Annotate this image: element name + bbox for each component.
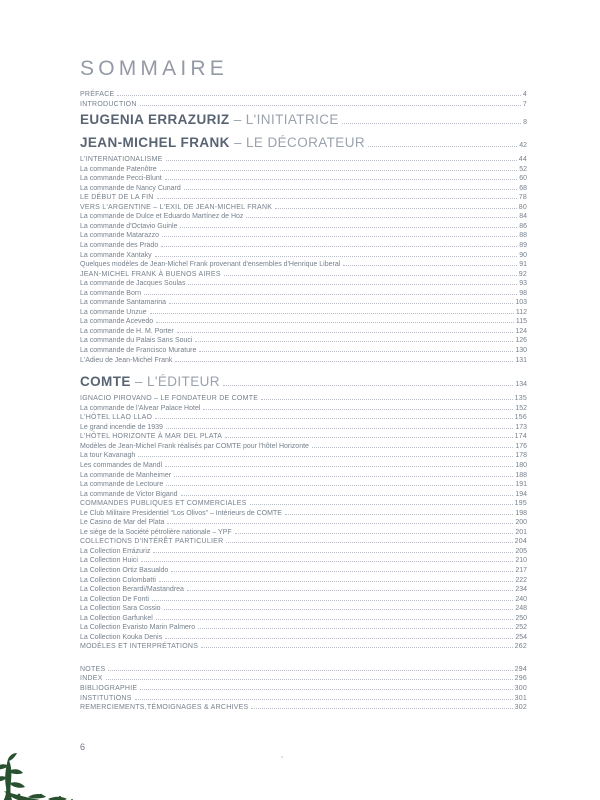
toc-page-number: 115 [515, 318, 527, 326]
toc-page-number: 84 [519, 213, 527, 221]
toc-entry-label [80, 374, 220, 389]
dot-leader [144, 294, 517, 295]
dot-leader [141, 561, 513, 562]
toc-entry-label: IGNACIO PIROVANO – LE FONDATEUR DE COMTE [80, 395, 259, 403]
toc-heading-bold-text: COMTE [80, 374, 131, 390]
toc-entry-label: La commande de H. M. Porter [80, 327, 174, 335]
toc-entry-label: L'Adieu de Jean-Michel Frank [80, 356, 173, 364]
toc-entry-row [80, 519, 527, 529]
toc-entry-label: La commande Matarazzo [80, 232, 159, 240]
toc-page-number: 191 [515, 481, 527, 489]
toc-list [80, 91, 527, 714]
toc-entry-label: La Collection Kouka Denis [80, 633, 163, 641]
toc-page-number: 134 [515, 381, 527, 389]
toc-page-number: 103 [515, 299, 527, 307]
dot-leader [246, 217, 517, 218]
dot-leader [138, 456, 513, 457]
toc-entry-row [80, 424, 527, 434]
toc-entry-label: La commande Unzue [80, 308, 147, 316]
dot-leader [161, 246, 517, 247]
toc-entry-row [80, 695, 527, 705]
toc-entry-row [80, 405, 527, 415]
toc-entry-row [80, 685, 527, 695]
toc-entry-label: La Collection De Fonti [80, 595, 149, 603]
toc-entry-label: La Collection Ortiz Basualdo [80, 566, 169, 574]
toc-entry-row [80, 213, 527, 223]
toc-entry-row [80, 395, 527, 405]
dot-leader [199, 351, 513, 352]
dot-leader [169, 303, 513, 304]
dot-leader [201, 647, 512, 648]
toc-entry-row [80, 596, 527, 606]
toc-page-number: 250 [515, 614, 527, 622]
toc-entry-row [80, 605, 527, 615]
toc-entry-row [80, 567, 527, 577]
toc-page-number: 201 [515, 528, 527, 536]
toc-heading-light-text: – L'ÉDITEUR [130, 374, 220, 390]
toc-entry-label: Le Casino de Mar del Plata [80, 519, 165, 527]
dot-leader [195, 341, 513, 342]
toc-entry-row [80, 577, 527, 587]
toc-page-number: 152 [515, 404, 527, 412]
toc-entry-label: La commande Born [80, 289, 142, 297]
toc-entry-row [80, 328, 527, 338]
dot-leader [165, 466, 513, 467]
dot-leader [166, 485, 513, 486]
dot-leader [261, 399, 512, 400]
toc-entry-label: La commande de Nancy Cunard [80, 184, 181, 192]
toc-heading-light-text: – LE DÉCORATEUR [229, 135, 365, 151]
toc-entry-row [80, 500, 527, 510]
toc-entry-label: La commande d'Octavio Guinle [80, 222, 178, 230]
toc-page-number: 188 [515, 471, 527, 479]
toc-entry-row [80, 433, 527, 443]
toc-page-number: 112 [515, 308, 527, 316]
dot-leader [181, 495, 514, 496]
toc-page-number: 126 [515, 337, 527, 345]
folio-page-number: 6 [80, 742, 86, 752]
toc-entry-row [80, 538, 527, 548]
toc-entry-label: La commande Santamarina [80, 299, 166, 307]
toc-page-number: 135 [514, 395, 527, 403]
dot-leader [162, 236, 517, 237]
dot-leader [184, 189, 517, 190]
dot-leader [164, 609, 514, 610]
toc-page-number: 90 [519, 251, 527, 259]
dot-leader [150, 313, 514, 314]
toc-entry-row [80, 357, 527, 367]
table-of-contents [80, 57, 527, 714]
toc-page-number: 198 [515, 509, 527, 517]
toc-entry-label: La commande Pecci-Blunt [80, 175, 162, 183]
toc-entry-row [80, 414, 527, 424]
toc-entry-label: La commande Patenôtre [80, 165, 157, 173]
dot-leader [159, 581, 513, 582]
toc-page-number: 194 [515, 490, 527, 498]
dot-leader [153, 552, 513, 553]
toc-page-number: 89 [519, 242, 527, 250]
dot-leader [165, 638, 513, 639]
toc-heading-bold-text: JEAN-MICHEL FRANK [80, 135, 230, 151]
toc-entry-row [80, 481, 527, 491]
dot-leader [223, 385, 513, 386]
dot-leader [152, 600, 513, 601]
toc-entry-row [80, 548, 527, 558]
toc-page-number: 88 [519, 232, 527, 240]
toc-entry-label: La commande de Jacques Soulas [80, 280, 186, 288]
toc-entry-label: PRÉFACE [80, 91, 115, 98]
toc-entry-row [80, 242, 527, 252]
toc-entry-label: La commande de l'Alvear Palace Hotel [80, 404, 201, 412]
toc-entry-row [80, 223, 527, 233]
toc-entry-label: La Collection Evaristo Marin Palmero [80, 624, 196, 632]
dot-leader [174, 476, 513, 477]
toc-entry-label: La commande du Palais Sans Souci [80, 337, 193, 345]
dot-leader [155, 256, 518, 257]
toc-page-number: 68 [519, 184, 527, 192]
toc-entry-label: LE DÉBUT DE LA FIN [80, 194, 154, 202]
toc-page-number: 86 [519, 222, 527, 230]
toc-entry-row [80, 261, 527, 271]
toc-entry-row [80, 91, 527, 101]
dot-leader [187, 590, 513, 591]
toc-entry-row [80, 472, 527, 482]
stray-dot-mark [281, 756, 283, 758]
toc-entry-label [80, 112, 339, 127]
toc-entry-row [80, 309, 527, 319]
toc-entry-label: La commande de Dulce et Eduardo Martínez de Hoz [80, 213, 244, 221]
toc-page-number: 252 [515, 624, 527, 632]
toc-page-number: 296 [514, 675, 527, 683]
toc-page-number: 300 [514, 684, 527, 692]
toc-page-number: 222 [515, 576, 527, 584]
dot-leader [188, 284, 517, 285]
toc-entry-row [80, 624, 527, 634]
toc-page-number: 240 [515, 595, 527, 603]
dot-leader [171, 571, 513, 572]
toc-page-number: 156 [514, 414, 527, 422]
toc-page-number: 60 [519, 175, 527, 183]
toc-entry-label: La Collection Berardi/Mastandrea [80, 586, 184, 594]
toc-entry-label: La commande de Victor Bigand [80, 490, 178, 498]
toc-entry-label: VERS L'ARGENTINE – L'EXIL DE JEAN-MICHEL FRANK [80, 203, 273, 211]
dot-leader [235, 533, 514, 534]
toc-entry-row [80, 337, 527, 347]
toc-heading-bold-text: EUGENIA ERRAZURIZ [80, 112, 230, 128]
dot-leader [160, 170, 518, 171]
toc-page-number: 200 [515, 519, 527, 527]
toc-page-number: 294 [514, 665, 527, 673]
toc-heading-light-text: – L'INITIATRICE [229, 112, 339, 128]
dot-leader [155, 418, 512, 419]
toc-entry-row [80, 204, 527, 214]
dot-leader [285, 514, 513, 515]
toc-page-number: 205 [515, 547, 527, 555]
toc-entry-label: L'HÔTEL HORIZONTE À MAR DEL PLATA [80, 433, 223, 441]
toc-page-number: 234 [515, 586, 527, 594]
toc-entry-label: Quelques modèles de Jean-Michel Frank provenant d'ensembles d'Henrique Liberal [80, 261, 341, 269]
toc-entry-label: Modèles de Jean-Michel Frank réalisés par COMTE pour l'hôtel Horizonte [80, 442, 309, 450]
page-title: SOMMAIRE [80, 57, 228, 80]
toc-page-number: 78 [518, 194, 527, 202]
toc-entry-row [80, 280, 527, 290]
dot-leader [167, 523, 513, 524]
toc-heading-row [80, 110, 527, 133]
toc-page-number: 301 [514, 694, 527, 702]
toc-entry-row [80, 615, 527, 625]
toc-page-number: 8 [523, 119, 527, 127]
dot-leader [251, 708, 512, 709]
toc-entry-label: La Collection Colombatti [80, 576, 156, 584]
toc-entry-row [80, 557, 527, 567]
botanical-ornament-icon [0, 751, 86, 800]
dot-leader [135, 699, 513, 700]
toc-entry-label: Le siège de la Société pétrolière nationale – YPF [80, 528, 232, 536]
toc-entry-row [80, 666, 527, 676]
toc-page-number: 52 [519, 165, 527, 173]
dot-leader [166, 428, 513, 429]
toc-entry-label: La Collection Sara Cossio [80, 605, 161, 613]
toc-page-number: 91 [519, 261, 527, 269]
toc-entry-label: L'HÔTEL LLAO LLAO [80, 414, 153, 422]
toc-entry-label: Le grand incendie de 1939 [80, 423, 163, 431]
toc-page-number: 7 [522, 100, 527, 108]
toc-page-number: 4 [522, 91, 527, 98]
toc-page-number: 42 [519, 142, 527, 150]
toc-page-number: 174 [514, 433, 527, 441]
toc-entry-row [80, 156, 527, 166]
toc-entry-label: INTRODUCTION [80, 100, 137, 108]
toc-entry-row [80, 704, 527, 714]
toc-page-number: 180 [515, 461, 527, 469]
toc-entry-label: La commande des Prado [80, 242, 159, 250]
dot-leader [275, 208, 517, 209]
toc-page-number: 44 [518, 156, 527, 164]
toc-page-number: 210 [515, 557, 527, 565]
toc-entry-row [80, 643, 527, 653]
dot-leader [368, 146, 517, 147]
toc-entry-label: INDEX [80, 675, 103, 683]
dot-leader [106, 679, 513, 680]
toc-entry-label [80, 135, 365, 150]
toc-entry-row [80, 318, 527, 328]
toc-entry-row [80, 586, 527, 596]
toc-entry-row [80, 510, 527, 520]
dot-leader [117, 95, 520, 96]
toc-entry-row [80, 443, 527, 453]
toc-entry-label: La Collection Garfunkel [80, 614, 153, 622]
toc-page-number: 173 [515, 423, 527, 431]
toc-entry-label: INSTITUTIONS [80, 694, 132, 702]
toc-entry-row [80, 166, 527, 176]
dot-leader [203, 409, 513, 410]
toc-page-number: 131 [515, 356, 527, 364]
toc-entry-row [80, 175, 527, 185]
toc-heading-row [80, 133, 527, 156]
toc-entry-label: JEAN-MICHEL FRANK À BUENOS AIRES [80, 270, 221, 278]
toc-section-gap [80, 653, 527, 666]
toc-entry-label: Le Club Militaire Presidentiel “Los Olivos” – Intérieurs de COMTE [80, 509, 282, 517]
toc-page-number: 254 [515, 633, 527, 641]
toc-entry-label: La commande de Lectoure [80, 481, 164, 489]
toc-page-number: 176 [515, 442, 527, 450]
toc-entry-row [80, 271, 527, 281]
toc-entry-row [80, 529, 527, 539]
dot-leader [175, 361, 513, 362]
toc-page-number: 262 [514, 643, 527, 651]
toc-entry-row [80, 634, 527, 644]
dot-leader [343, 265, 517, 266]
toc-heading-row [80, 372, 527, 395]
dot-leader [225, 437, 512, 438]
toc-entry-label: La commande de Manheimer [80, 471, 172, 479]
toc-entry-row [80, 101, 527, 111]
toc-page-number: 130 [515, 347, 527, 355]
toc-page-number: 80 [518, 203, 527, 211]
toc-entry-label: COMMANDES PUBLIQUES ET COMMERCIALES [80, 500, 247, 508]
toc-page-number: 217 [515, 566, 527, 574]
toc-page-number: 195 [514, 500, 527, 508]
dot-leader [312, 447, 513, 448]
toc-page-number: 124 [515, 327, 527, 335]
toc-entry-label: NOTES [80, 665, 106, 673]
toc-entry-row [80, 462, 527, 472]
toc-entry-row [80, 185, 527, 195]
toc-page-number: 178 [515, 452, 527, 460]
toc-entry-row [80, 290, 527, 300]
toc-entry-label: COLLECTIONS D'INTÉRÊT PARTICULIER [80, 538, 224, 546]
toc-entry-row [80, 347, 527, 357]
toc-entry-row [80, 299, 527, 309]
toc-page-number: 302 [514, 704, 527, 712]
toc-entry-row [80, 194, 527, 204]
toc-page-number: 204 [514, 538, 527, 546]
toc-page-number: 93 [519, 280, 527, 288]
toc-entry-row [80, 675, 527, 685]
toc-entry-label: La commande Acevedo [80, 318, 154, 326]
toc-entry-row [80, 252, 527, 262]
toc-entry-label: REMERCIEMENTS,TÉMOIGNAGES & ARCHIVES [80, 704, 249, 712]
dot-leader [157, 198, 517, 199]
dot-leader [342, 123, 521, 124]
toc-entry-label: L'INTERNATIONALISME [80, 156, 163, 164]
toc-entry-label: La Collection Huici [80, 557, 138, 565]
dot-leader [165, 179, 517, 180]
toc-entry-row [80, 491, 527, 501]
dot-leader [108, 670, 512, 671]
toc-entry-label: La commande de Francisco Murature [80, 347, 197, 355]
toc-page-number: 248 [515, 605, 527, 613]
dot-leader [140, 105, 521, 106]
dot-leader [180, 227, 517, 228]
toc-entry-label: MODÈLES ET INTERPRÉTATIONS [80, 643, 199, 651]
toc-entry-label: La Collection Errázuriz [80, 547, 151, 555]
toc-entry-label: La tour Kavanagh [80, 452, 136, 460]
toc-page-number: 92 [518, 270, 527, 278]
dot-leader [156, 322, 514, 323]
dot-leader [140, 689, 512, 690]
dot-leader [224, 275, 517, 276]
dot-leader [156, 619, 514, 620]
dot-leader [177, 332, 514, 333]
toc-entry-label: BIBLIOGRAPHIE [80, 684, 138, 692]
toc-page-number: 98 [519, 289, 527, 297]
dot-leader [166, 160, 517, 161]
toc-entry-label: Les commandes de Mandl [80, 461, 163, 469]
toc-entry-label: La commande Xantaky [80, 251, 152, 259]
dot-leader [250, 504, 513, 505]
toc-entry-row [80, 452, 527, 462]
dot-leader [198, 628, 513, 629]
toc-entry-row [80, 232, 527, 242]
dot-leader [226, 542, 512, 543]
